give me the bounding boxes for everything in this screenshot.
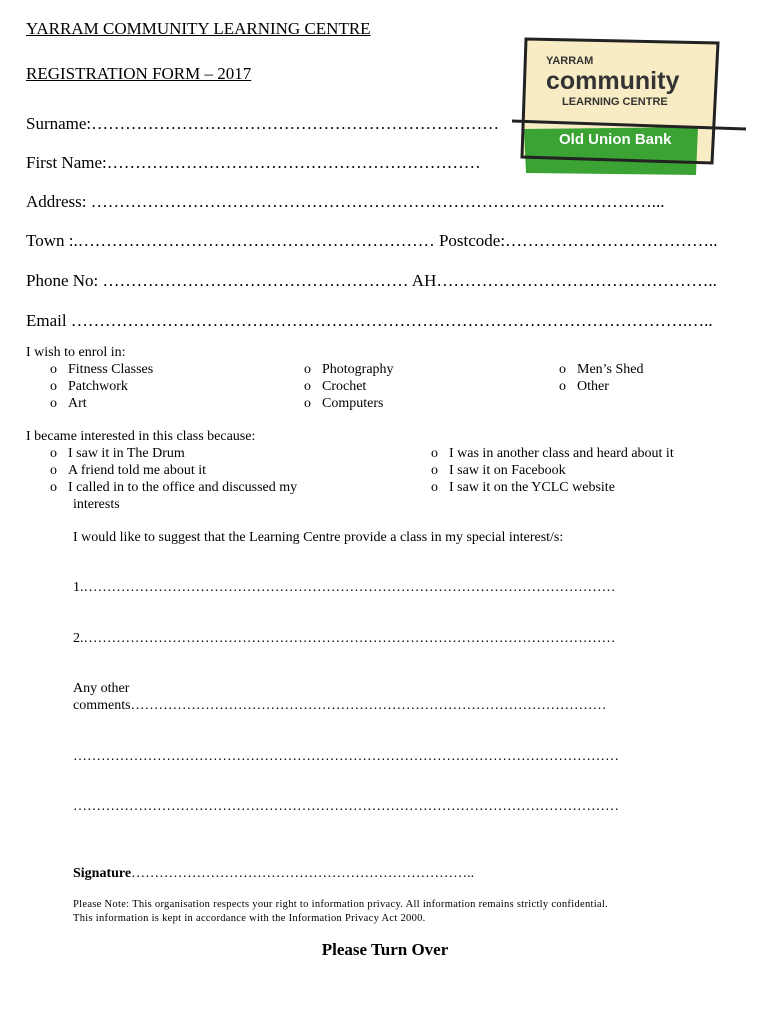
comments-label: Any other	[73, 681, 130, 696]
enrol-option-fitness[interactable]: o Fitness Classes	[50, 362, 154, 377]
please-turn-over: Please Turn Over	[321, 940, 449, 959]
interest-option-website[interactable]: o I saw it on the YCLC website	[431, 480, 615, 495]
checkbox-bullet[interactable]: o	[304, 362, 311, 377]
checkbox-bullet[interactable]: o	[559, 379, 566, 394]
enrol-option-crochet[interactable]: o Crochet	[304, 379, 367, 394]
checkbox-bullet[interactable]: o	[304, 396, 311, 411]
comments-line[interactable]: comments…………………………………………………………………………………………	[73, 698, 607, 713]
form-subtitle: REGISTRATION FORM – 2017	[26, 64, 252, 83]
enrol-option-computers[interactable]: o Computers	[304, 396, 384, 411]
interest-heading: I became interested in this class because:	[26, 429, 256, 444]
logo-line3: LEARNING CENTRE	[562, 96, 668, 108]
enrol-option-patchwork[interactable]: o Patchwork	[50, 379, 128, 394]
enrol-heading: I wish to enrol in:	[26, 345, 126, 360]
enrol-option-mens-shed[interactable]: o Men’s Shed	[559, 362, 644, 377]
enrol-option-art[interactable]: o Art	[50, 396, 87, 411]
enrol-option-photography[interactable]: o Photography	[304, 362, 394, 377]
first-name-field[interactable]: First Name:…………………………………………………………	[26, 153, 481, 172]
checkbox-bullet[interactable]: o	[50, 396, 57, 411]
interest-option-drum[interactable]: o I saw it in The Drum	[50, 446, 185, 461]
interest-option-office-wrap: interests	[73, 497, 120, 512]
yclc-logo	[512, 35, 748, 181]
checkbox-bullet[interactable]: o	[431, 446, 438, 461]
suggest-text: I would like to suggest that the Learning Centre provide a class in my special interest/s:	[73, 530, 564, 545]
phone-field[interactable]: Phone No: ……………………………………………… AH…………………………………………..	[26, 271, 717, 290]
privacy-note-1: Please Note: This organisation respects your right to information privacy. All information remains strictly confidential.	[73, 899, 609, 910]
town-postcode-field[interactable]: Town :.……………………………………………………… Postcode:………………………………..	[26, 231, 718, 250]
email-field[interactable]: Email ……………………………………………………………………………………………….…..	[26, 311, 713, 330]
logo-bank: Old Union Bank	[559, 131, 672, 148]
checkbox-bullet[interactable]: o	[431, 463, 438, 478]
suggest-line-2[interactable]: 2.……………………………………………………………………………………………………	[73, 631, 616, 646]
checkbox-bullet[interactable]: o	[50, 379, 57, 394]
checkbox-bullet[interactable]: o	[304, 379, 311, 394]
suggest-line-1[interactable]: 1.……………………………………………………………………………………………………	[73, 580, 616, 595]
checkbox-bullet[interactable]: o	[50, 463, 57, 478]
comments-blank-1[interactable]: ………………………………………………………………………………………………………	[73, 749, 619, 764]
checkbox-bullet[interactable]: o	[559, 362, 566, 377]
interest-option-facebook[interactable]: o I saw it on Facebook	[431, 463, 566, 478]
enrol-option-other[interactable]: o Other	[559, 379, 609, 394]
comments-blank-2[interactable]: ………………………………………………………………………………………………………	[73, 799, 619, 814]
privacy-note-2: This information is kept in accordance with the Information Privacy Act 2000.	[73, 913, 426, 924]
page-title: YARRAM COMMUNITY LEARNING CENTRE	[26, 19, 371, 38]
checkbox-bullet[interactable]: o	[50, 362, 57, 377]
interest-option-office[interactable]: o I called in to the office and discussed my	[50, 480, 298, 495]
surname-field[interactable]: Surname:………………………………………………………………	[26, 114, 500, 133]
logo-line1: YARRAM	[546, 55, 594, 67]
interest-option-another-class[interactable]: o I was in another class and heard about it	[431, 446, 674, 461]
signature-field[interactable]	[73, 866, 474, 882]
checkbox-bullet[interactable]: o	[431, 480, 438, 495]
checkbox-bullet[interactable]: o	[50, 480, 57, 495]
logo-line2: community	[546, 67, 680, 95]
signature-line: ………………………………………………………………..	[131, 866, 475, 881]
checkbox-bullet[interactable]: o	[50, 446, 57, 461]
signature-label: Signature	[73, 866, 132, 881]
interest-option-friend[interactable]: o A friend told me about it	[50, 463, 207, 478]
address-field[interactable]: Address: ………………………………………………………………………………………...	[26, 192, 665, 211]
